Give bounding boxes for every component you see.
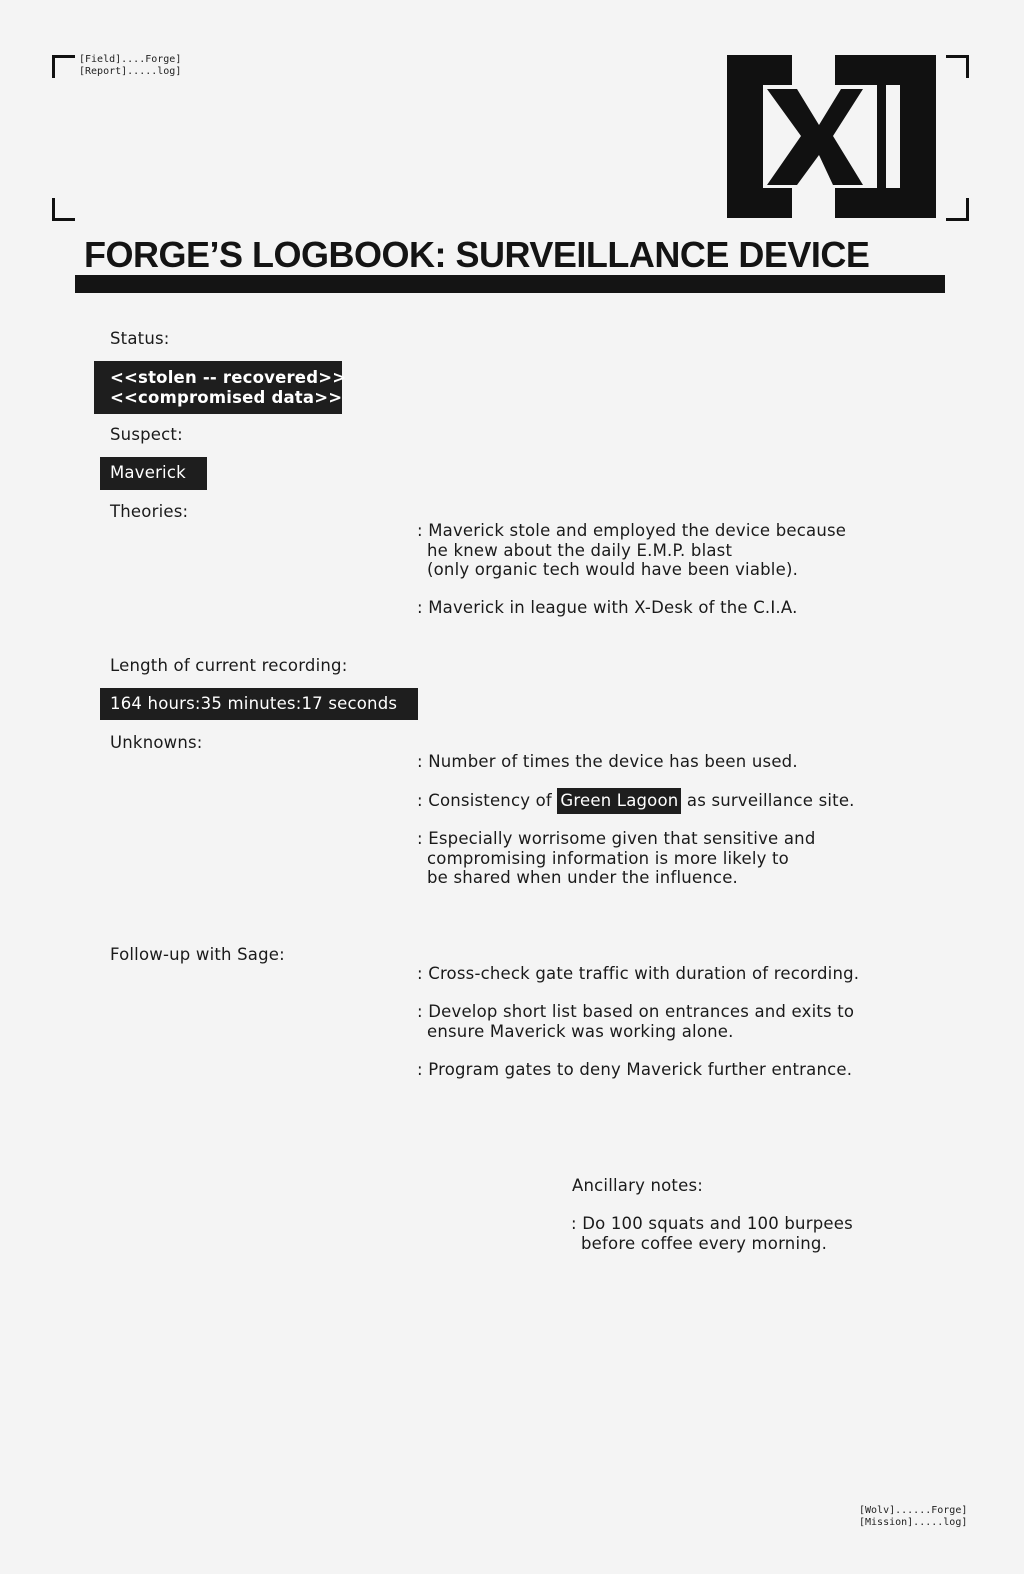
note-line: Especially worrisome given that sensitive and [428, 829, 816, 848]
unknown-note [417, 829, 816, 888]
wolv-tag-line: [Wolv]......Forge] [859, 1505, 968, 1516]
note-line: Cross-check gate traffic with duration of recording. [428, 964, 860, 983]
field-report-tag [79, 54, 181, 78]
suspect-badge: Maverick [100, 457, 207, 490]
corner-bracket-top-left [52, 55, 75, 78]
corner-bracket-bottom-left [52, 198, 75, 221]
note-line: Develop short list based on entrances and exits to [428, 1002, 855, 1021]
note-line: Number of times the device has been used. [428, 752, 798, 771]
note-line: compromising information is more likely to [427, 848, 789, 868]
status-badge [94, 361, 347, 414]
note-bullet: : [417, 829, 423, 848]
note-bullet: : [417, 598, 423, 617]
unknown-note [417, 752, 798, 772]
note-line: (only organic tech would have been viable). [427, 560, 799, 579]
corner-bracket-top-right [946, 55, 969, 78]
note-bullet: : [571, 1214, 577, 1233]
recording-label: Length of current recording: [110, 656, 348, 675]
note-line: Do 100 squats and 100 burpees [582, 1214, 853, 1233]
suspect-label: Suspect: [110, 425, 183, 444]
x-logo-icon [727, 55, 936, 218]
note-line: ensure Maverick was working alone. [427, 1021, 734, 1041]
page-title: FORGE’S LOGBOOK: SURVEILLANCE DEVICE [84, 234, 870, 275]
note-line: Program gates to deny Maverick further entrance. [428, 1060, 853, 1079]
recording-length-badge: 164 hours:35 minutes:17 seconds [100, 688, 418, 720]
note-line: as surveillance site. [686, 791, 855, 810]
followup-label: Follow-up with Sage: [110, 945, 285, 964]
note-bullet: : [417, 1060, 423, 1079]
title-underline-bar [75, 275, 945, 293]
followup-note [417, 964, 859, 984]
note-line: Maverick in league with X-Desk of the C.I.A. [428, 598, 798, 617]
note-line: before coffee every morning. [581, 1233, 828, 1253]
corner-bracket-bottom-right [946, 198, 969, 221]
status-label: Status: [110, 329, 170, 348]
ancillary-note [571, 1214, 853, 1253]
theory-note [417, 521, 846, 580]
ancillary-label: Ancillary notes: [572, 1176, 704, 1195]
followup-note [417, 1060, 852, 1080]
unknown-note [417, 791, 855, 811]
field-tag-line: [Field]....Forge] [79, 54, 182, 65]
note-bullet: : [417, 521, 423, 540]
mission-tag-line: [Mission].....log] [859, 1517, 968, 1528]
mission-log-tag [859, 1505, 967, 1529]
site-highlight: Green Lagoon [557, 788, 681, 814]
status-value: <<compromised data>> [110, 387, 343, 407]
note-bullet: : [417, 791, 423, 810]
note-bullet: : [417, 752, 423, 771]
status-value: <<stolen -- recovered>> [110, 368, 347, 387]
followup-note [417, 1002, 854, 1041]
note-line: Consistency of [428, 791, 552, 810]
note-line: Maverick stole and employed the device because [428, 521, 847, 540]
note-bullet: : [417, 1002, 423, 1021]
note-line: be shared when under the influence. [427, 868, 738, 887]
unknowns-label: Unknowns: [110, 733, 203, 752]
theories-label: Theories: [110, 502, 189, 521]
note-bullet: : [417, 964, 423, 983]
theory-note [417, 598, 798, 618]
note-line: he knew about the daily E.M.P. blast [427, 540, 733, 560]
report-tag-line: [Report].....log] [79, 66, 182, 77]
